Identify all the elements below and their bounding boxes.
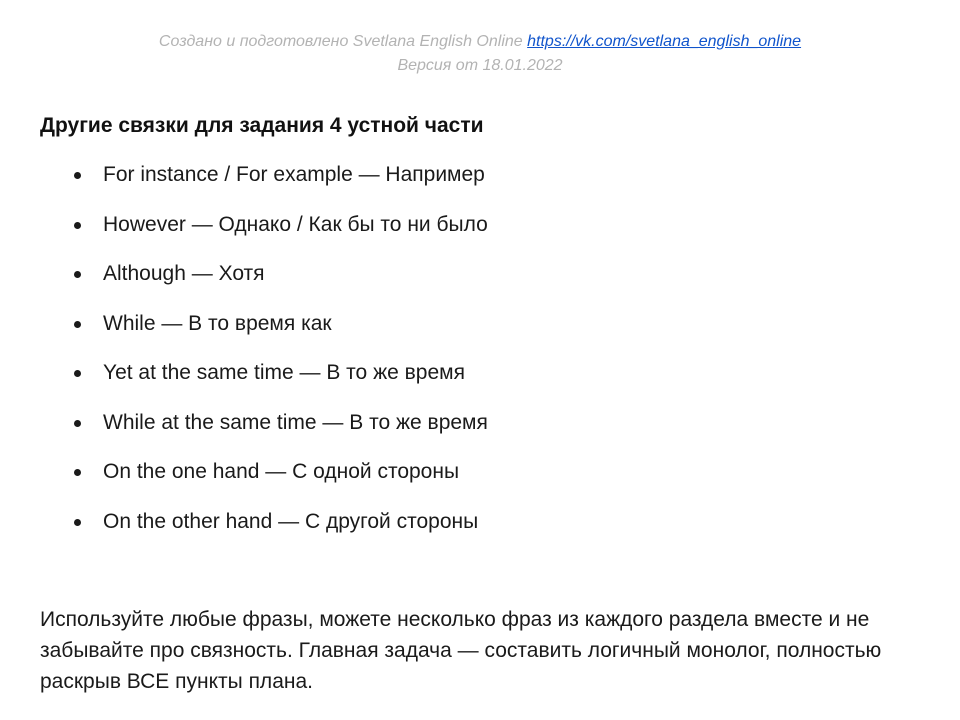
instruction-paragraph: Используйте любые фразы, можете несколько фраз из каждого раздела вместе и не забывайте про связность. Главная задача — составить логичный монолог, полностью раскрыв ВСЕ пункты плана.	[40, 608, 882, 693]
list-item	[0, 155, 960, 205]
list-item	[0, 452, 960, 502]
list-item-text: Yet at the same time — В то же время	[103, 361, 465, 384]
version-text: Версия от 18.01.2022	[397, 57, 563, 74]
list-item-text: On the other hand — С другой стороны	[103, 509, 479, 533]
bullet-icon	[74, 420, 81, 427]
list-item-text: However — Однако / Как бы то ни было	[103, 212, 488, 236]
bullet-icon	[74, 321, 81, 328]
bullet-icon	[74, 172, 81, 179]
section-title: Другие связки для задания 4 устной части	[40, 114, 484, 137]
bullet-icon	[74, 370, 81, 377]
credit-line	[0, 30, 960, 54]
list-item	[0, 403, 960, 453]
list-item	[0, 502, 960, 552]
bullet-icon	[74, 519, 81, 526]
list-item	[0, 254, 960, 304]
list-item-text: On the one hand — С одной стороны	[103, 460, 460, 483]
list-item	[0, 304, 960, 354]
bullet-icon	[74, 271, 81, 278]
list-item	[0, 205, 960, 255]
list-item-text: While — В то время как	[103, 311, 332, 335]
document-header	[0, 30, 960, 78]
bullet-icon	[74, 222, 81, 229]
credit-text: Создано и подготовлено Svetlana English Online	[158, 33, 523, 50]
bullet-icon	[74, 469, 81, 476]
list-item-text: For instance / For example — Например	[103, 163, 485, 186]
vk-link[interactable]: https://vk.com/svetlana_english_online	[527, 33, 802, 50]
connectors-list	[0, 155, 960, 551]
list-item-text: Although — Хотя	[103, 262, 265, 285]
list-item	[0, 353, 960, 403]
list-item-text: While at the same time — В то же время	[103, 410, 488, 434]
